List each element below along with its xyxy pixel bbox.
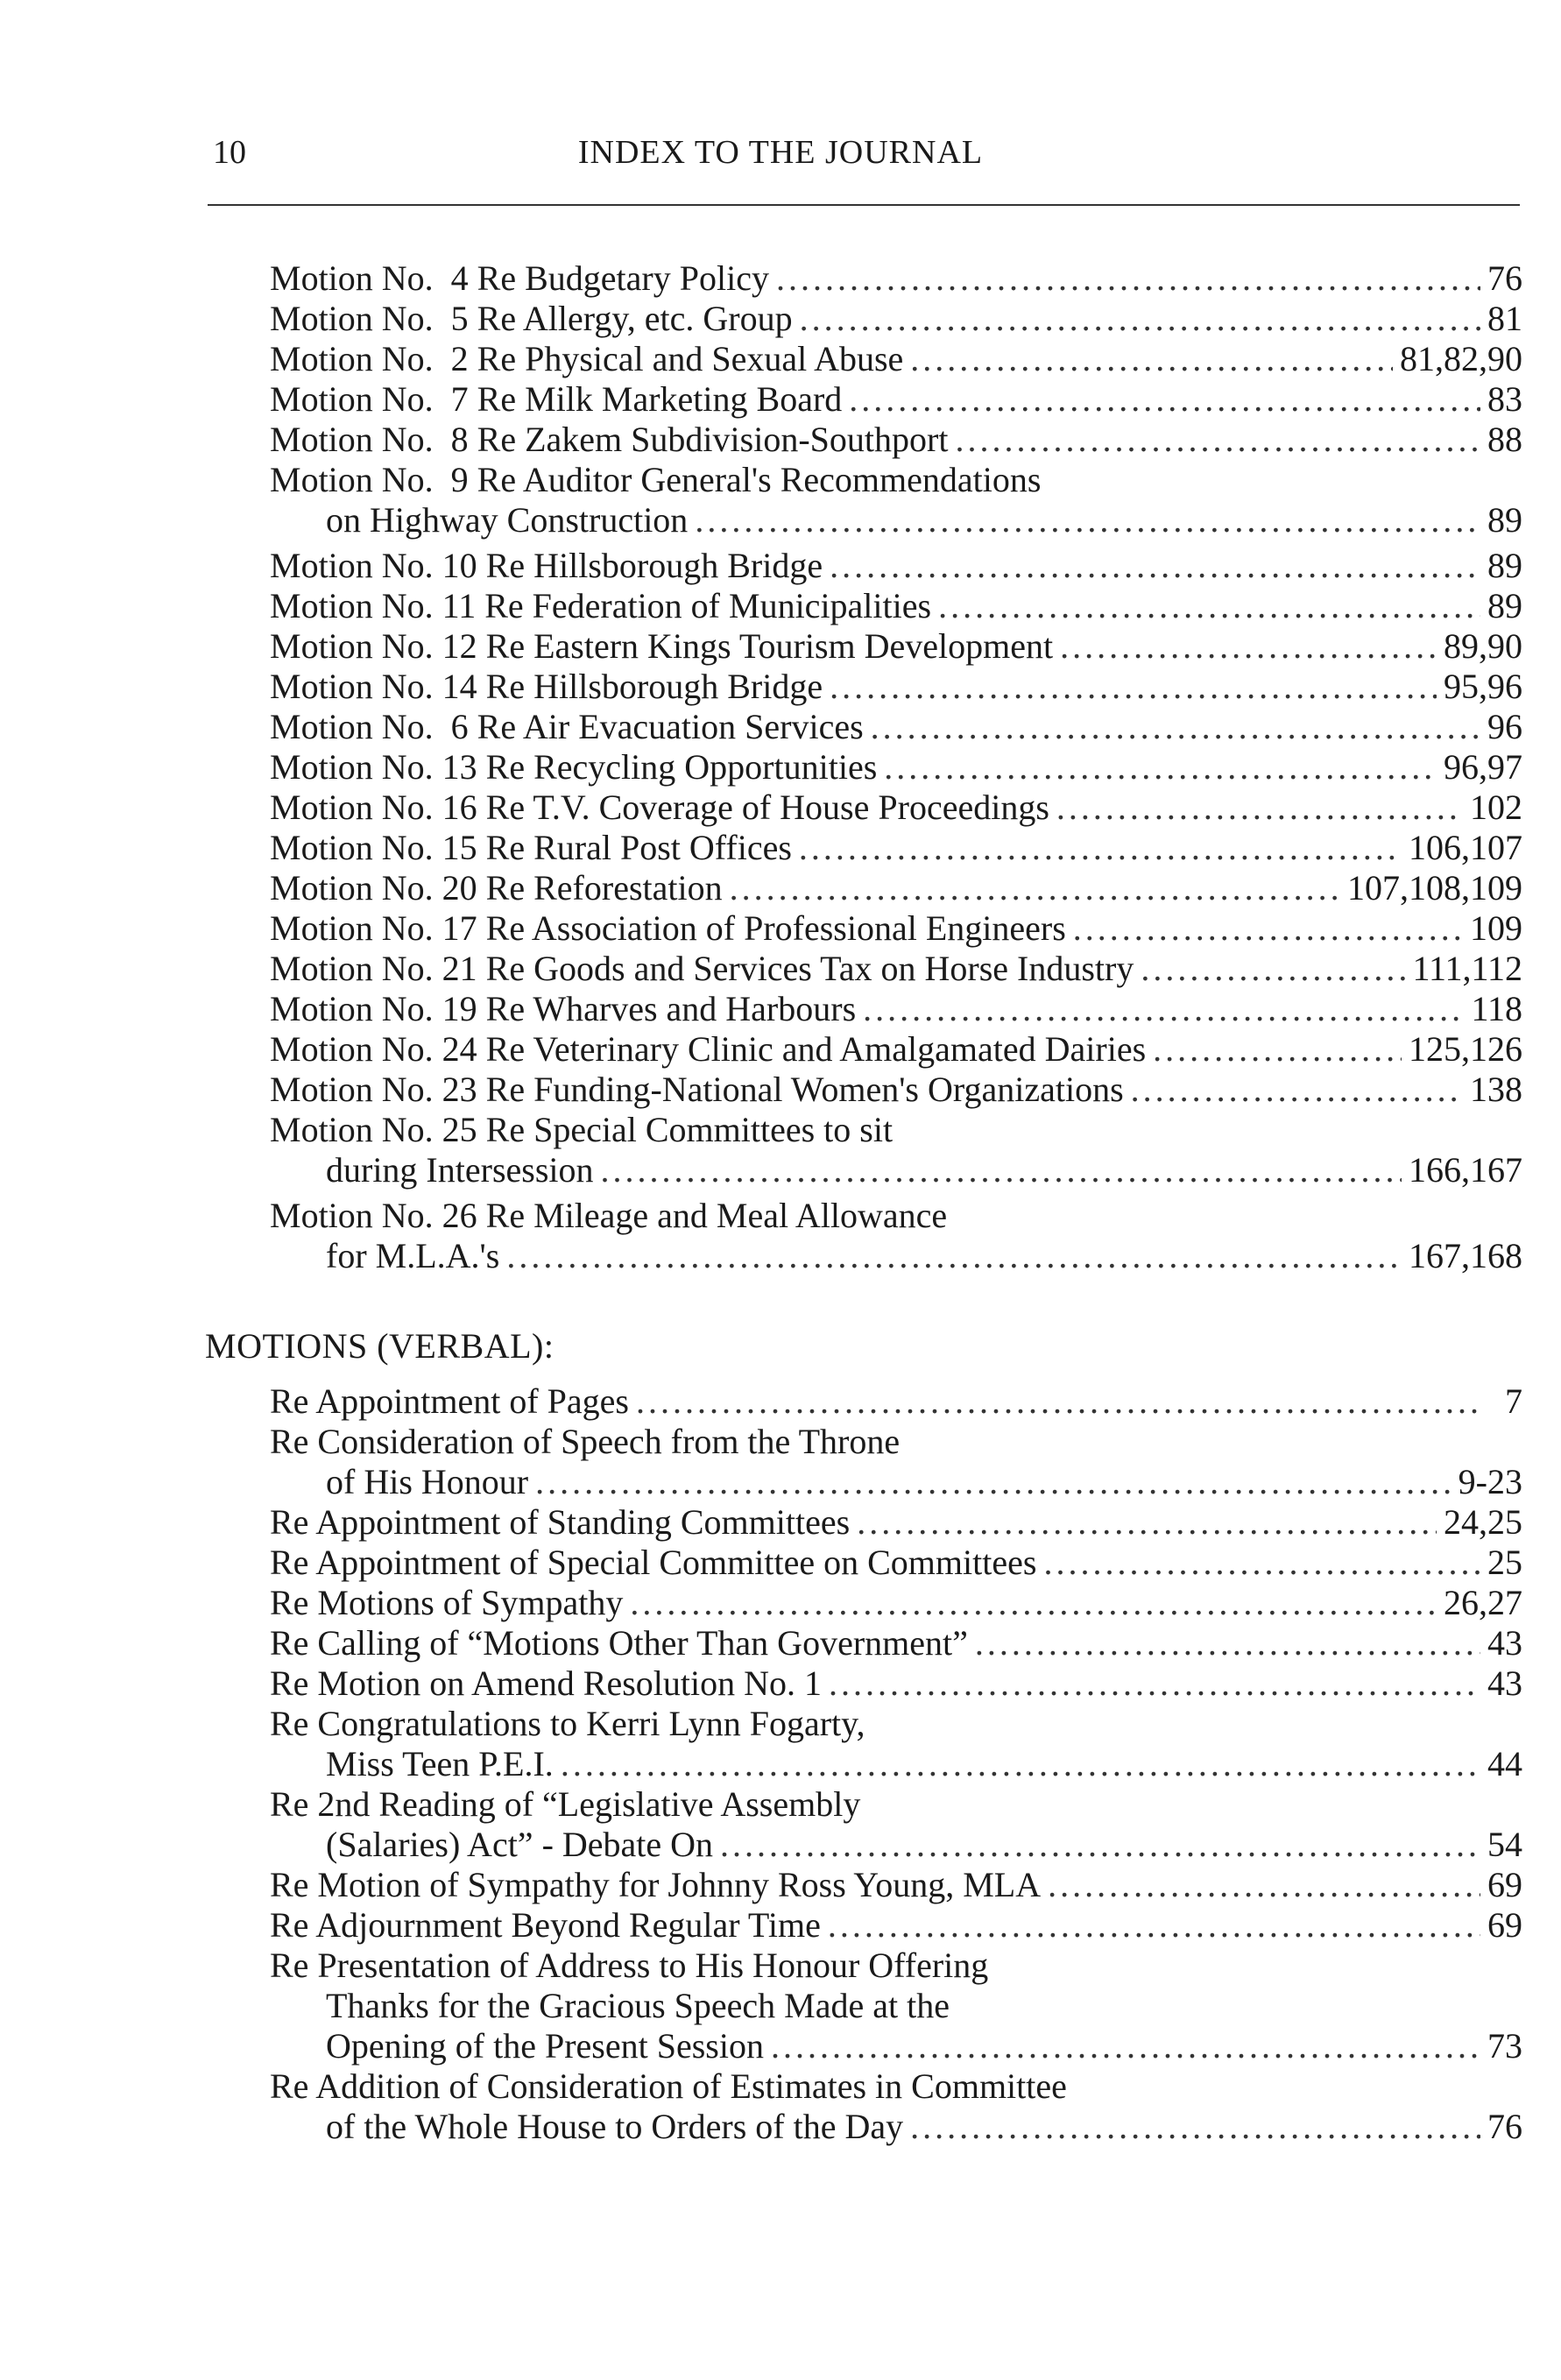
entry-pages: 96 [1487, 707, 1522, 746]
entry-pages: 83 [1487, 379, 1522, 419]
index-entry [270, 868, 1522, 908]
dot-leader [910, 339, 1393, 379]
entry-text: Motion No. 15 Re Rural Post Offices [270, 828, 792, 867]
index-entry [270, 1946, 1522, 2066]
entry-text: Motion No. 4 Re Budgetary Policy [270, 258, 769, 298]
entry-text: Re Appointment of Standing Committees [270, 1502, 851, 1542]
entry-text: Re Motions of Sympathy [270, 1583, 624, 1622]
dot-leader [849, 379, 1480, 420]
dot-leader [910, 2107, 1480, 2147]
dot-leader [695, 500, 1480, 540]
entry-pages: 69 [1487, 1905, 1522, 1945]
dot-leader [829, 1663, 1480, 1704]
entry-text: Miss Teen P.E.I. [326, 1744, 554, 1783]
entry-pages: 81,82,90 [1400, 339, 1522, 378]
dot-leader [506, 1236, 1402, 1276]
entry-line [270, 586, 1522, 626]
dot-leader [799, 828, 1402, 868]
entry-pages: 89,90 [1444, 626, 1522, 666]
entry-line [270, 1150, 1522, 1190]
entry-line [270, 1422, 1522, 1462]
entry-pages: 7 [1505, 1381, 1522, 1421]
entry-text: Motion No. 6 Re Air Evacuation Services [270, 707, 864, 746]
dot-leader [828, 1905, 1480, 1946]
entry-text: on Highway Construction [326, 500, 689, 540]
entry-text: Motion No. 16 Re T.V. Coverage of House Proceedings [270, 787, 1049, 827]
entry-line [270, 546, 1522, 586]
entry-line [270, 1905, 1522, 1946]
entry-text: Re Presentation of Address to His Honour Offering [270, 1946, 989, 1985]
index-entry [270, 546, 1522, 586]
entry-text: for M.L.A.'s [326, 1236, 500, 1275]
entry-text: Motion No. 21 Re Goods and Services Tax on Horse Industry [270, 949, 1134, 988]
dot-leader [830, 546, 1480, 586]
motions-list [270, 258, 1522, 1282]
entry-text: Motion No. 13 Re Recycling Opportunities [270, 747, 878, 787]
entry-text: Motion No. 20 Re Reforestation [270, 868, 723, 908]
entry-pages: 88 [1487, 420, 1522, 459]
entry-line [270, 420, 1522, 460]
entry-line [270, 2066, 1522, 2107]
index-entry [270, 2066, 1522, 2147]
entry-pages: 89 [1487, 586, 1522, 625]
dot-leader [720, 1825, 1480, 1865]
index-entry [270, 460, 1522, 540]
index-entry [270, 989, 1522, 1029]
entry-line [270, 1543, 1522, 1583]
entry-line [270, 299, 1522, 339]
entry-line [270, 989, 1522, 1029]
index-entry [270, 949, 1522, 989]
index-entry [270, 379, 1522, 420]
entry-line [270, 1825, 1522, 1865]
entry-text: Motion No. 2 Re Physical and Sexual Abuse [270, 339, 904, 378]
entry-line [270, 1623, 1522, 1663]
dot-leader [1060, 626, 1437, 667]
entry-text: Motion No. 5 Re Allergy, etc. Group [270, 299, 793, 338]
section-heading-verbal: MOTIONS (VERBAL): [205, 1326, 554, 1366]
entry-pages: 111,112 [1412, 949, 1522, 988]
index-entry [270, 707, 1522, 747]
entry-pages: 166,167 [1409, 1150, 1522, 1190]
index-entry [270, 667, 1522, 707]
entry-pages: 69 [1487, 1865, 1522, 1904]
index-entry [270, 1663, 1522, 1704]
entry-line [270, 2026, 1522, 2066]
entry-pages: 95,96 [1444, 667, 1522, 706]
entry-text: Re Motion on Amend Resolution No. 1 [270, 1663, 822, 1703]
entry-line [270, 1236, 1522, 1276]
dot-leader [857, 1502, 1437, 1543]
index-entry [270, 1110, 1522, 1190]
entry-line [270, 1704, 1522, 1744]
entry-text: Re Addition of Consideration of Estimates in Committee [270, 2066, 1067, 2106]
index-entry [270, 1583, 1522, 1623]
entry-text: Opening of the Present Session [326, 2026, 764, 2066]
entry-text: Re 2nd Reading of “Legislative Assembly [270, 1784, 861, 1824]
dot-leader [630, 1583, 1437, 1623]
entry-line [270, 667, 1522, 707]
index-entry [270, 1784, 1522, 1865]
entry-line [270, 1502, 1522, 1543]
entry-line [270, 949, 1522, 989]
entry-line [270, 1663, 1522, 1704]
entry-text: Re Adjournment Beyond Regular Time [270, 1905, 821, 1945]
index-entry [270, 1381, 1522, 1422]
entry-line [270, 1744, 1522, 1784]
dot-leader [636, 1381, 1480, 1422]
index-entry [270, 1905, 1522, 1946]
index-entry [270, 747, 1522, 787]
index-entry [270, 1704, 1522, 1784]
entry-line [270, 1110, 1522, 1150]
dot-leader [955, 420, 1480, 460]
verbal-motions-list [270, 1381, 1522, 2147]
entry-text: Motion No. 19 Re Wharves and Harbours [270, 989, 857, 1028]
entry-text: Motion No. 10 Re Hillsborough Bridge [270, 546, 823, 585]
entry-pages: 89 [1487, 500, 1522, 540]
entry-pages: 109 [1470, 908, 1522, 948]
entry-pages: 89 [1487, 546, 1522, 585]
dot-leader [730, 868, 1340, 908]
entry-line [270, 1070, 1522, 1110]
entry-text: Motion No. 26 Re Mileage and Meal Allowance [270, 1196, 948, 1235]
index-entry [270, 828, 1522, 868]
entry-line [270, 908, 1522, 949]
entry-line [270, 258, 1522, 299]
entry-line [270, 1381, 1522, 1422]
entry-line [270, 379, 1522, 420]
dot-leader [561, 1744, 1480, 1784]
index-entry [270, 258, 1522, 299]
entry-pages: 9-23 [1458, 1462, 1522, 1501]
dot-leader [1048, 1865, 1480, 1905]
entry-pages: 73 [1487, 2026, 1522, 2066]
entry-text: Motion No. 24 Re Veterinary Clinic and Amalgamated Dairies [270, 1029, 1147, 1069]
entry-text: Motion No. 7 Re Milk Marketing Board [270, 379, 843, 419]
index-entry [270, 787, 1522, 828]
entry-text: of His Honour [326, 1462, 529, 1501]
index-entry [270, 1029, 1522, 1070]
entry-pages: 43 [1487, 1623, 1522, 1663]
entry-line [270, 1462, 1522, 1502]
index-entry [270, 420, 1522, 460]
index-entry [270, 1422, 1522, 1502]
dot-leader [1153, 1029, 1402, 1070]
index-entry [270, 1502, 1522, 1543]
index-entry [270, 1070, 1522, 1110]
entry-pages: 76 [1487, 258, 1522, 298]
dot-leader [771, 2026, 1480, 2066]
entry-pages: 106,107 [1409, 828, 1522, 867]
entry-line [270, 1583, 1522, 1623]
entry-text: Motion No. 8 Re Zakem Subdivision-Southport [270, 420, 949, 459]
entry-text: Re Calling of “Motions Other Than Government” [270, 1623, 968, 1663]
entry-text: Motion No. 14 Re Hillsborough Bridge [270, 667, 823, 706]
dot-leader [1131, 1070, 1463, 1110]
entry-line [270, 1946, 1522, 1986]
dot-leader [1043, 1543, 1480, 1583]
entry-pages: 107,108,109 [1347, 868, 1522, 908]
dot-leader [975, 1623, 1480, 1663]
dot-leader [601, 1150, 1402, 1190]
page-number: 10 [213, 134, 246, 171]
entry-line [270, 747, 1522, 787]
index-entry [270, 1865, 1522, 1905]
entry-pages: 167,168 [1409, 1236, 1522, 1275]
index-entry [270, 626, 1522, 667]
index-entry [270, 299, 1522, 339]
entry-pages: 81 [1487, 299, 1522, 338]
entry-text: Re Consideration of Speech from the Throne [270, 1422, 901, 1461]
entry-pages: 43 [1487, 1663, 1522, 1703]
entry-pages: 138 [1470, 1070, 1522, 1109]
entry-line [270, 1029, 1522, 1070]
entry-pages: 96,97 [1444, 747, 1522, 787]
running-title: INDEX TO THE JOURNAL [577, 134, 984, 171]
index-entry [270, 1196, 1522, 1276]
entry-text: Motion No. 23 Re Funding-National Women's Organizations [270, 1070, 1124, 1109]
index-entry [270, 1543, 1522, 1583]
entry-line [270, 339, 1522, 379]
entry-text: Motion No. 12 Re Eastern Kings Tourism Development [270, 626, 1054, 666]
entry-pages: 25 [1487, 1543, 1522, 1582]
entry-text: of the Whole House to Orders of the Day [326, 2107, 904, 2146]
entry-line [270, 787, 1522, 828]
dot-leader [1073, 908, 1463, 949]
entry-text: (Salaries) Act” - Debate On [326, 1825, 714, 1864]
entry-text: Motion No. 17 Re Association of Professional Engineers [270, 908, 1066, 948]
entry-pages: 118 [1471, 989, 1522, 1028]
dot-leader [938, 586, 1480, 626]
entry-text: Motion No. 25 Re Special Committees to sit [270, 1110, 894, 1149]
index-entry [270, 586, 1522, 626]
index-entry [270, 1623, 1522, 1663]
dot-leader [830, 667, 1437, 707]
entry-pages: 102 [1470, 787, 1522, 827]
entry-line [270, 707, 1522, 747]
entry-line [270, 1784, 1522, 1825]
entry-line [270, 868, 1522, 908]
dot-leader [1056, 787, 1463, 828]
dot-leader [535, 1462, 1452, 1502]
dot-leader [871, 707, 1480, 747]
entry-line [270, 2107, 1522, 2147]
dot-leader [800, 299, 1480, 339]
entry-pages: 26,27 [1444, 1583, 1522, 1622]
entry-text: Re Appointment of Special Committee on Committees [270, 1543, 1037, 1582]
dot-leader [776, 258, 1480, 299]
entry-line [270, 1865, 1522, 1905]
entry-text: Re Congratulations to Kerri Lynn Fogarty, [270, 1704, 865, 1743]
entry-line [270, 1986, 1522, 2026]
entry-line [270, 460, 1522, 500]
entry-line [270, 626, 1522, 667]
dot-leader [1141, 949, 1405, 989]
entry-text: Re Appointment of Pages [270, 1381, 629, 1421]
index-entry [270, 339, 1522, 379]
entry-pages: 76 [1487, 2107, 1522, 2146]
entry-text: Thanks for the Gracious Speech Made at the [326, 1986, 950, 2025]
header-rule [208, 204, 1520, 206]
entry-pages: 54 [1487, 1825, 1522, 1864]
entry-pages: 44 [1487, 1744, 1522, 1783]
entry-pages: 125,126 [1409, 1029, 1522, 1069]
dot-leader [863, 989, 1464, 1029]
entry-text: Motion No. 9 Re Auditor General's Recommendations [270, 460, 1042, 499]
entry-line [270, 1196, 1522, 1236]
entry-text: Re Motion of Sympathy for Johnny Ross Young, MLA [270, 1865, 1042, 1904]
index-entry [270, 908, 1522, 949]
entry-line [270, 828, 1522, 868]
dot-leader [884, 747, 1437, 787]
entry-text: during Intersession [326, 1150, 594, 1190]
entry-text: Motion No. 11 Re Federation of Municipalities [270, 586, 932, 625]
entry-line [270, 500, 1522, 540]
entry-pages: 24,25 [1444, 1502, 1522, 1542]
